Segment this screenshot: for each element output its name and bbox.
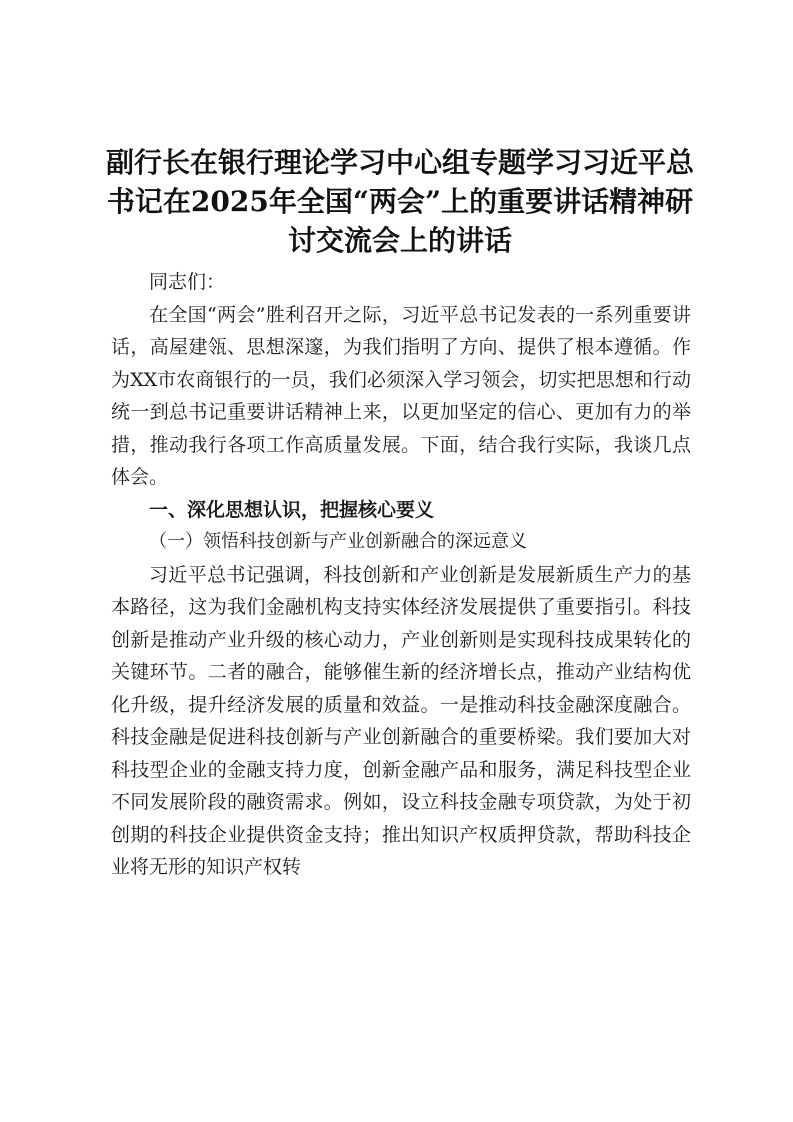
intro-paragraph: 在全国“两会”胜利召开之际，习近平总书记发表的一系列重要讲话，高屋建瓴、思想深邃，为我们指明了方向、提供了根本遵循。作为XX市农商银行的一员，我们必须深入学习领会，切实把思想和行动统一到总书记重要讲话精神上来，以更加坚定的信心、更加有力的举措，推动我行各项工作高质量发展。下面，结合我行实际，我谈几点体会。: [111, 303, 691, 488]
body-paragraph: 习近平总书记强调，科技创新和产业创新是发展新质生产力的基本路径，这为我们金融机构支持实体经济发展提供了重要指引。科技创新是推动产业升级的核心动力，产业创新则是实现科技成果转化的关键环节。二者的融合，能够催生新的经济增长点，推动产业结构优化升级，提升经济发展的质量和效益。一是推动科技金融深度融合。科技金融是促进科技创新与产业创新融合的重要桥梁。我们要加大对科技型企业的金融支持力度，创新金融产品和服务，满足科技型企业不同发展阶段的融资需求。例如，设立科技金融专项贷款，为处于初创期的科技企业提供资金支持；推出知识产权质押贷款，帮助科技企业将无形的知识产权转: [111, 563, 691, 878]
document-title: 副行长在银行理论学习中心组专题学习习近平总书记在2025年全国“两会”上的重要讲话精神研讨交流会上的讲话: [105, 146, 694, 257]
document-body: [111, 266, 691, 884]
section-heading: 一、深化思想认识，把握核心要义: [149, 498, 435, 521]
salutation: 同志们：: [149, 271, 226, 293]
subsection-heading: （一）领悟科技创新与产业创新融合的深远意义: [149, 531, 527, 552]
